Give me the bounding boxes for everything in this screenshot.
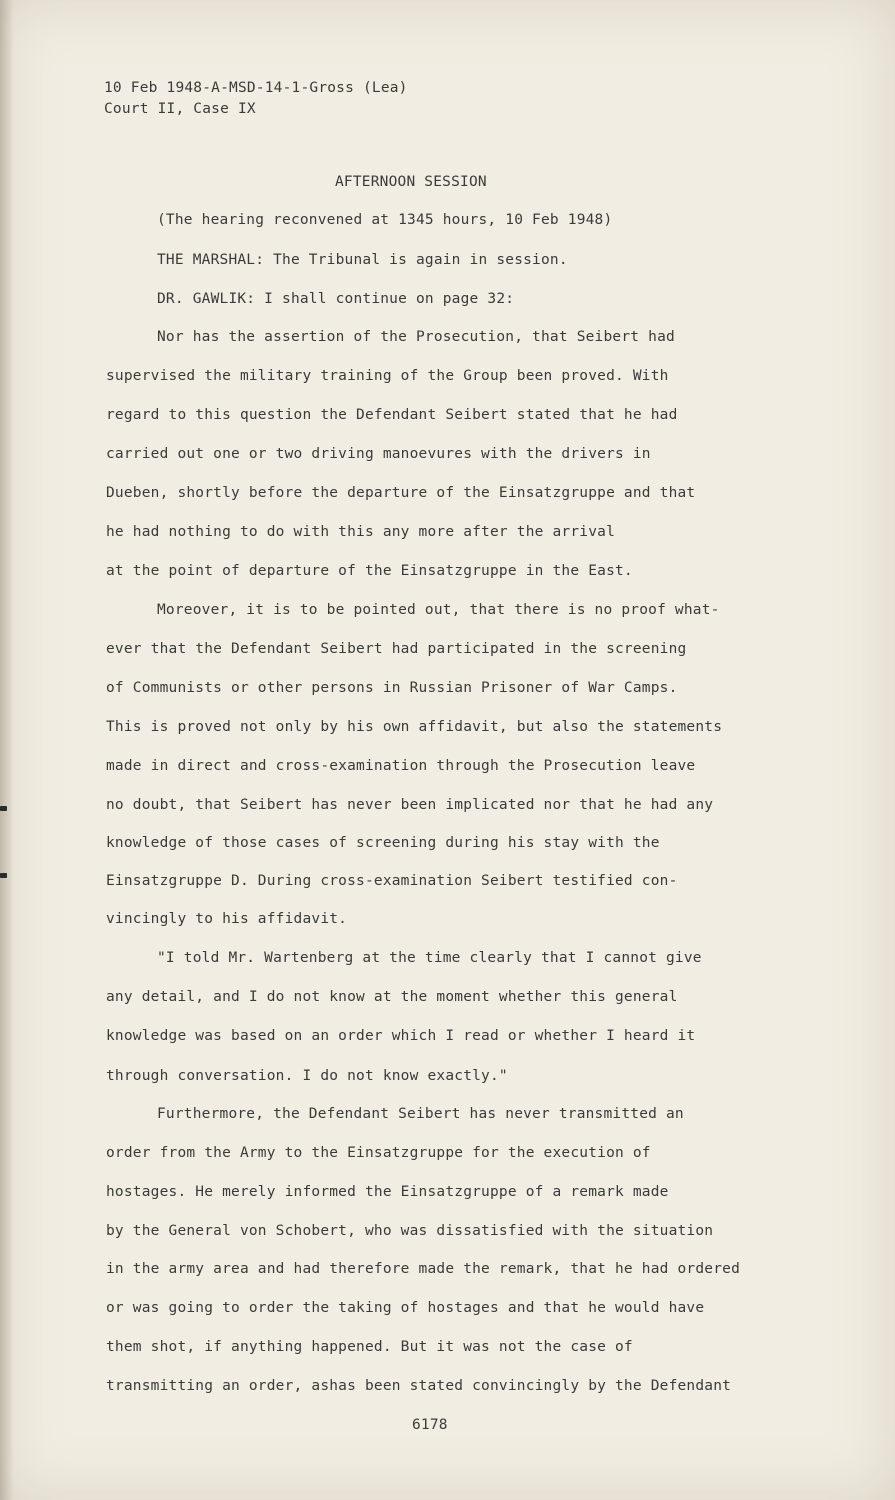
text-line: THE MARSHAL: The Tribunal is again in session. xyxy=(157,252,568,268)
text-line: This is proved not only by his own affidavit, but also the statements xyxy=(106,719,723,735)
text-line: by the General von Schobert, who was dissatisfied with the situation xyxy=(106,1223,714,1239)
text-line: (The hearing reconvened at 1345 hours, 10 Feb 1948) xyxy=(157,212,613,228)
binding-mark xyxy=(0,806,7,811)
text-line: regard to this question the Defendant Seibert stated that he had xyxy=(106,407,678,423)
text-line: knowledge was based on an order which I read or whether I heard it xyxy=(106,1028,696,1044)
page-edge-shadow xyxy=(0,0,14,1500)
text-line: them shot, if anything happened. But it was not the case of xyxy=(106,1339,633,1355)
text-line: vincingly to his affidavit. xyxy=(106,911,348,927)
text-line: in the army area and had therefore made the remark, that he had ordered xyxy=(106,1261,741,1277)
text-line: Nor has the assertion of the Prosecution, that Seibert had xyxy=(157,329,675,345)
text-line: transmitting an order, ashas been stated convincingly by the Defendant xyxy=(106,1378,732,1394)
text-line: hostages. He merely informed the Einsatzgruppe of a remark made xyxy=(106,1184,669,1200)
text-line: ever that the Defendant Seibert had participated in the screening xyxy=(106,641,687,657)
text-line: no doubt, that Seibert has never been implicated nor that he had any xyxy=(106,797,714,813)
text-line: through conversation. I do not know exactly." xyxy=(106,1068,508,1084)
session-title: AFTERNOON SESSION xyxy=(335,174,487,190)
text-line: Einsatzgruppe D. During cross-examination Seibert testified con- xyxy=(106,873,678,889)
text-line: at the point of departure of the Einsatzgruppe in the East. xyxy=(106,563,633,579)
text-line: Dueben, shortly before the departure of the Einsatzgruppe and that xyxy=(106,485,696,501)
text-line: made in direct and cross-examination through the Prosecution leave xyxy=(106,758,696,774)
header-court-case: Court II, Case IX xyxy=(104,101,256,117)
text-line: Moreover, it is to be pointed out, that there is no proof what- xyxy=(157,602,720,618)
text-line: of Communists or other persons in Russian Prisoner of War Camps. xyxy=(106,680,678,696)
text-line: knowledge of those cases of screening during his stay with the xyxy=(106,835,660,851)
text-line: he had nothing to do with this any more after the arrival xyxy=(106,524,615,540)
text-line: supervised the military training of the Group been proved. With xyxy=(106,368,669,384)
text-line: order from the Army to the Einsatzgruppe for the execution of xyxy=(106,1145,651,1161)
text-line: Furthermore, the Defendant Seibert has never transmitted an xyxy=(157,1106,684,1122)
header-reference: 10 Feb 1948-A-MSD-14-1-Gross (Lea) xyxy=(104,80,408,96)
text-line: "I told Mr. Wartenberg at the time clearly that I cannot give xyxy=(157,950,702,966)
text-line: or was going to order the taking of hostages and that he would have xyxy=(106,1300,705,1316)
text-line: DR. GAWLIK: I shall continue on page 32: xyxy=(157,291,515,307)
binding-mark xyxy=(0,873,7,878)
text-line: carried out one or two driving manoevures with the drivers in xyxy=(106,446,651,462)
page-number: 6178 xyxy=(412,1417,448,1433)
text-line: any detail, and I do not know at the moment whether this general xyxy=(106,989,678,1005)
